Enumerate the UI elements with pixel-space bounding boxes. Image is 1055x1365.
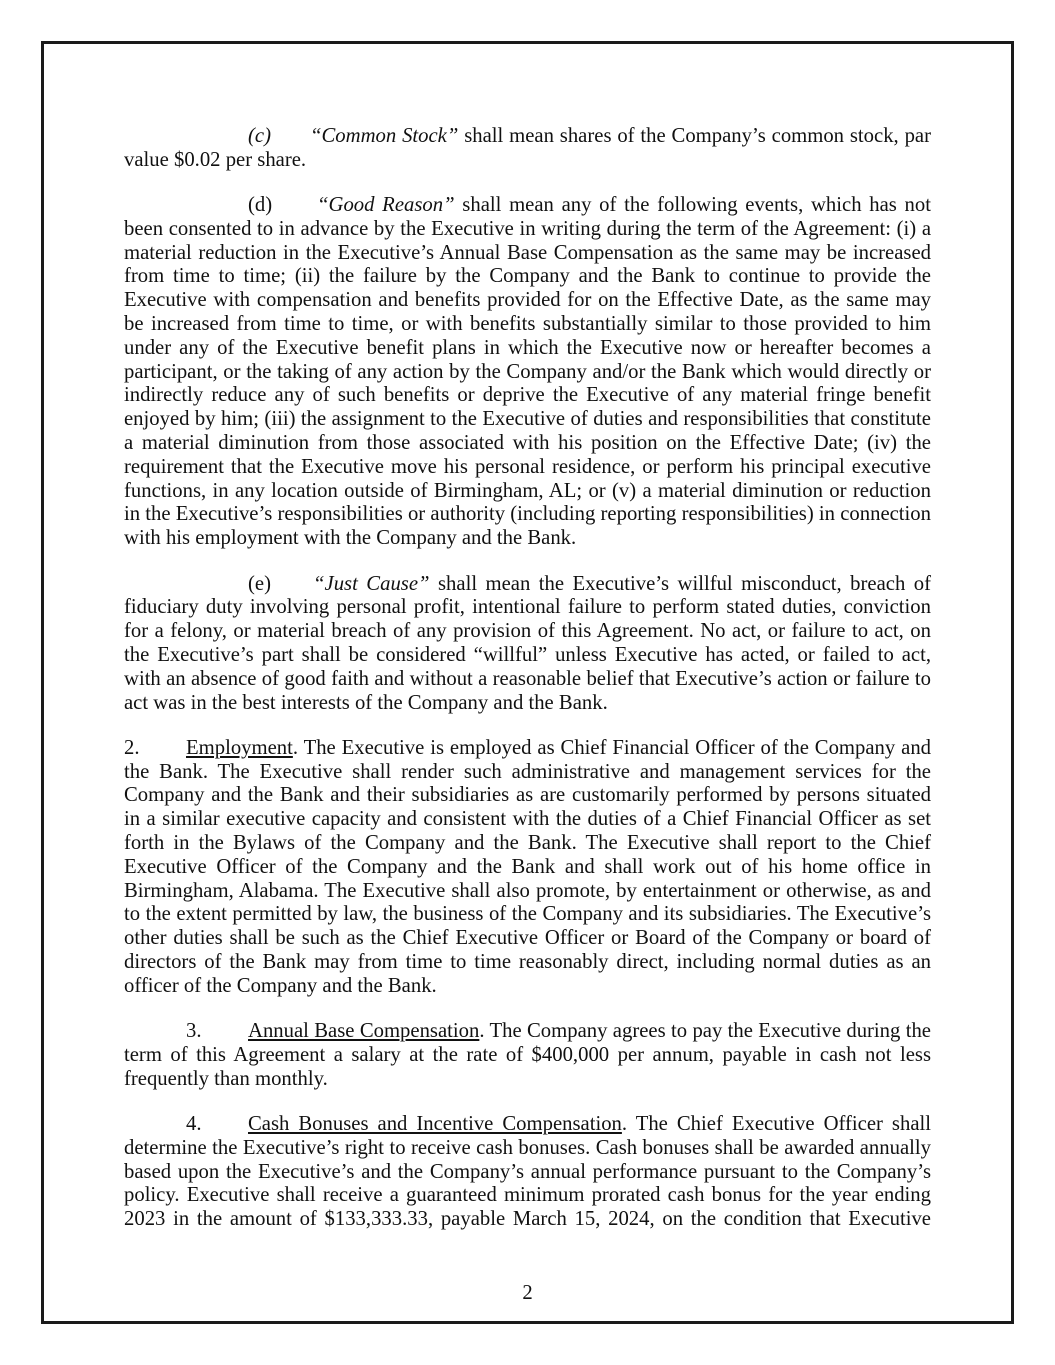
paragraph-text: . The Executive is employed as Chief Financial Officer of the Company and the Bank. The Executive shall render such administrative and management services for the Company and the Bank and their subsidiaries as are customarily performed by persons situated in a similar executive capacity and consistent with the duties of a Chief Financial Officer as set forth in the Bylaws of the Company and the Bank. The Executive shall report to the Chief Executive Officer of the Company and the Bank and shall work out of his home office in Birmingham, Alabama. The Executive shall also promote, by entertainment or otherwise, as and to the extent permitted by law, the business of the Company and its subsidiaries. The Executive’s other duties shall be such as the Chief Executive Officer or Board of the Company or board of directors of the Bank may from time to time reasonably direct, including normal duties as an officer of the Company and the Bank.	[124, 736, 931, 997]
paragraph-text: . The Chief Executive Officer shall determine the Executive’s right to receive cash bonuses. Cash bonuses shall be awarded annually based upon the Executive’s and the Company’s annual performance pursuant to the Company’s policy. Executive shall receive a guaranteed minimum prorated cash bonus for the year ending 2023 in the amount of $133,333.33, payable March 15, 2024, on the condition that Executive	[124, 1112, 931, 1231]
definition-good-reason	[124, 194, 931, 551]
paragraph-text: . The Company agrees to pay the Executive during the term of this Agreement a salary at the rate of $400,000 per annum, payable in cash not less frequently than monthly.	[124, 1020, 931, 1090]
paragraph-text: shall mean any of the following events, which has not been consented to in advance by the Executive in writing during the term of the Agreement: (i) a material reduction in the Executive’s Annual Base Compensation as the same may be increased from time to time; (ii) the failure by the Company and the Bank to continue to provide the Executive with compensation and benefits provided for on the Effective Date, as the same may be increased from time to time, or with benefits substantially similar to those provided to him under any of the Executive benefit plans in which the Executive now or hereafter becomes a participant, or the taking of any action by the Company and/or the Bank which would directly or indirectly reduce any of such benefits or deprive the Executive of any material fringe benefit enjoyed by him; (iii) the assignment to the Executive of duties and responsibilities that constitute a material diminution from those associated with his position on the Effective Date; (iv) the requirement that the Executive move his personal residence, or perform his principal executive functions, in any location outside of Birmingham, AL; or (v) a material diminution or reduction in the Executive’s responsibilities or authority (including reporting responsibilities) in connection with his employment with the Company and the Bank.	[124, 194, 931, 550]
document-body	[124, 125, 931, 1253]
page-number: 2	[522, 1282, 533, 1304]
paragraph-marker: (d)	[248, 194, 273, 217]
section-annual-base-compensation	[124, 1020, 931, 1091]
paragraph-text: shall mean the Executive’s willful misconduct, breach of fiduciary duty involving personal profit, intentional failure to perform stated duties, conviction for a felony, or material breach of any provision of this Agreement. No act, or failure to act, on the Executive’s part shall be considered “willful” unless Executive has acted, or failed to act, with an absence of good faith and without a reasonable belief that Executive’s action or failure to act was in the best interests of the Company and the Bank.	[124, 572, 931, 714]
section-heading: Employment	[186, 736, 293, 759]
section-number: 4.	[186, 1112, 202, 1135]
section-heading: Cash Bonuses and Incentive Compensation	[248, 1112, 622, 1135]
paragraph-marker: (c)	[248, 125, 271, 147]
section-number: 3.	[186, 1020, 202, 1043]
section-employment	[124, 737, 931, 999]
section-cash-bonuses	[124, 1113, 931, 1232]
defined-term: “Good Reason”	[317, 194, 455, 217]
definition-common-stock	[124, 125, 931, 173]
defined-term: “Common Stock”	[310, 125, 459, 147]
defined-term: “Just Cause”	[313, 572, 430, 595]
definition-just-cause	[124, 573, 931, 716]
section-heading: Annual Base Compensation	[248, 1020, 480, 1043]
paragraph-text: shall mean shares of the Company’s common stock, par value $0.02 per share.	[124, 125, 931, 171]
paragraph-marker: (e)	[248, 572, 271, 595]
section-number: 2.	[124, 736, 140, 759]
